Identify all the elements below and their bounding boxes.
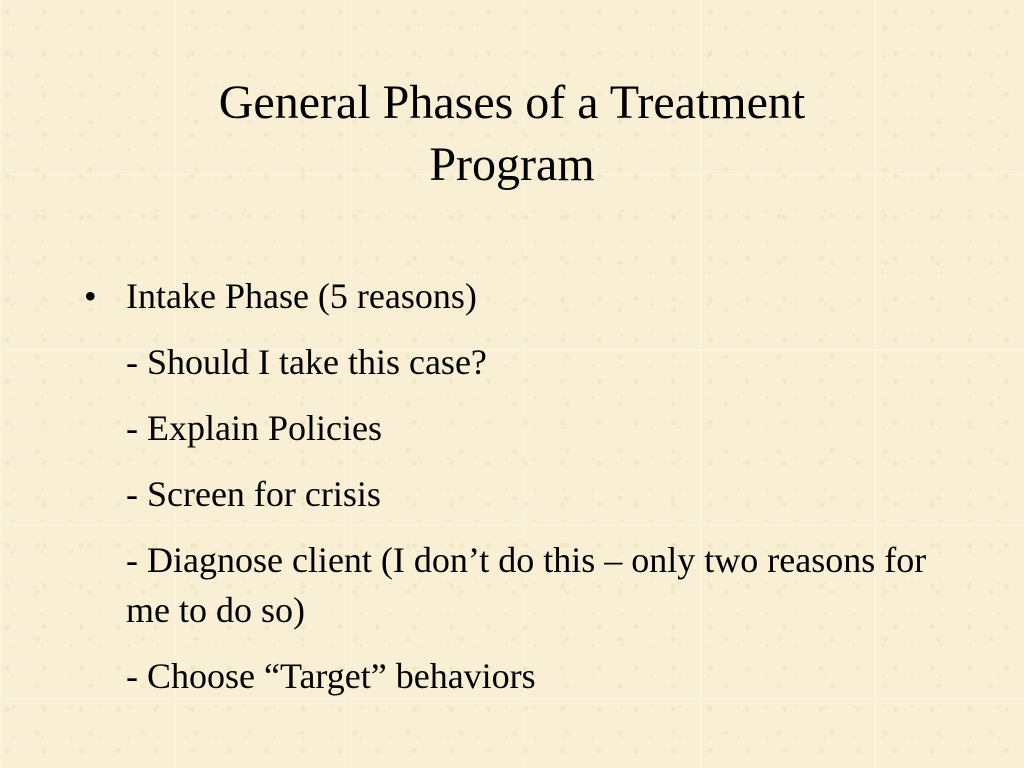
sub-item-screen-for-crisis: - Screen for crisis bbox=[126, 474, 381, 514]
sub-list bbox=[84, 337, 964, 701]
slide-title bbox=[0, 72, 1024, 196]
sub-item-explain-policies: - Explain Policies bbox=[126, 408, 382, 448]
bullet-item-intake-phase bbox=[84, 272, 964, 320]
sub-item-should-i-take-case: - Should I take this case? bbox=[126, 342, 487, 382]
bullet-text: Intake Phase (5 reasons) bbox=[126, 276, 477, 316]
bullet-icon: • bbox=[84, 276, 97, 316]
slide-title-line-2: Program bbox=[429, 138, 595, 191]
slide-body bbox=[84, 272, 964, 717]
sub-item-diagnose-client: - Diagnose client (I don’t do this – only two reasons for me to do so) bbox=[126, 540, 927, 630]
sub-item-choose-target-behaviors: - Choose “Target” behaviors bbox=[126, 656, 536, 696]
slide-title-line-1: General Phases of a Treatment bbox=[218, 76, 806, 129]
